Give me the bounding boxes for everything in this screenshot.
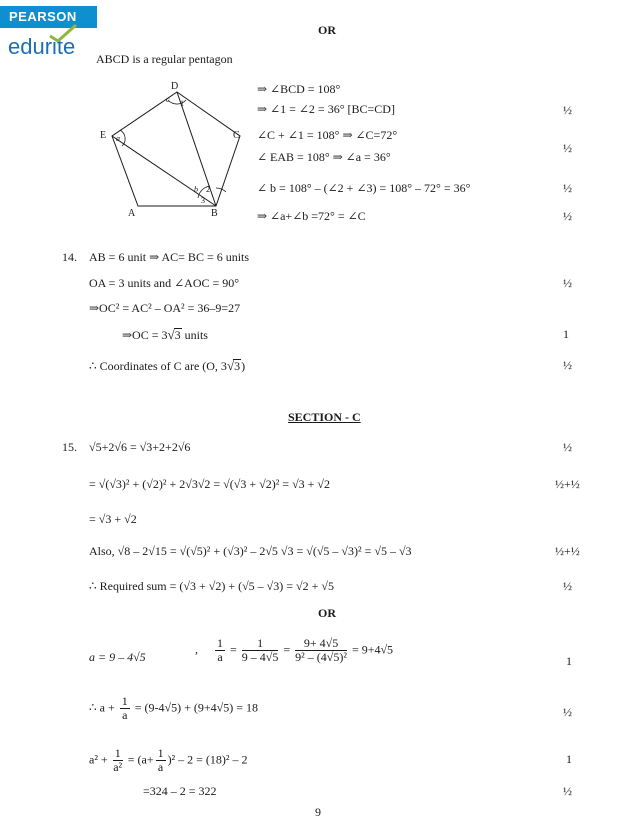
mark: ½+½ <box>555 544 580 558</box>
fraction: $\frac{1}{a}$ <box>217 636 223 664</box>
mark: ½ <box>563 440 572 454</box>
mark: ½ <box>563 181 572 195</box>
or2-reciprocal: , $\frac{1}{a}$ = $\frac{1}{9 - 4√5}$ = $\frac{9+ 4√5}{\text{9² – (4√5)²}}$ = 9+4√5 <box>195 636 394 664</box>
or2-final-line: =324 – 2 = 322 <box>143 784 217 798</box>
checkmark-icon <box>48 24 78 42</box>
pentagon-diagram <box>98 78 248 218</box>
or-heading-top: OR <box>318 23 336 37</box>
mark: ½ <box>563 141 572 155</box>
q14-coord-pre: ∴ Coordinates of C are (O, 3 <box>89 359 227 373</box>
fraction: $\frac{1}{9 - 4√5}$ <box>241 636 279 664</box>
pentagon-step: ∠ EAB = 108° ⇒ ∠a = 36° <box>257 150 391 164</box>
vertex-label: D <box>171 81 179 92</box>
mark: 1 <box>566 654 572 668</box>
angle-label: a <box>116 134 120 143</box>
vertex-label: E <box>100 130 107 141</box>
fraction: $\frac{1}{a}$ <box>121 694 128 722</box>
angle-label: 1 <box>180 99 184 108</box>
or2-a-def-text: a = 9 – 4√5 <box>89 650 146 664</box>
pentagon-step: ⇒ ∠a+∠b =72° = ∠C <box>257 209 366 223</box>
vertex-label: B <box>211 208 218 218</box>
vertex-label: A <box>128 208 136 218</box>
vertex-label: C <box>233 130 240 141</box>
or2-sq-pre: a² + <box>89 752 108 767</box>
mark: 1 <box>563 327 569 341</box>
q15-line: = √(√3)² + (√2)² + 2√3√2 = √(√3 + √2)² = √3 + √2 <box>89 477 331 491</box>
or2-sum-post: = (9-4√5) + (9+4√5) = 18 <box>134 700 258 715</box>
q14-line: AB = 6 unit ⇒ AC= BC = 6 units <box>89 250 250 264</box>
pentagon-step: ∠ b = 108° – (∠2 + ∠3) = 108° – 72° = 36° <box>257 181 471 195</box>
pentagon-step: ∠C + ∠1 = 108° ⇒ ∠C=72° <box>257 128 398 142</box>
angle-label: c <box>166 95 170 104</box>
q14-coord-rad: 3 <box>234 359 241 373</box>
q15-line: = √3 + √2 <box>89 512 137 526</box>
q14-line: ∴ Coordinates of C are (O, 3√3) <box>89 358 246 373</box>
mark: ½ <box>563 784 572 798</box>
q14-line: ⇒OC = 3√3 units <box>122 327 208 342</box>
edurite-logo <box>8 34 75 60</box>
q15-line: ∴ Required sum = (√3 + √2) + (√5 – √3) = √2 + √5 <box>89 579 334 593</box>
q15-line: Also, √8 – 2√15 = √(√5)² + (√3)² – 2√5 √3 = √(√5 – √3)² = √5 – √3 <box>89 544 412 558</box>
q15-line: √5+2√6 = √3+2+2√6 <box>89 440 191 454</box>
edurite-logo-text: edurite <box>8 34 76 59</box>
angle-label: b <box>194 185 198 194</box>
fraction: $\frac{1}{a}$ <box>157 746 164 774</box>
mark: ½+½ <box>555 477 580 491</box>
or-heading-bottom: OR <box>318 606 336 620</box>
or2-reciprocal-result: = 9+4√5 <box>351 642 394 657</box>
pearson-label: PEARSON <box>9 9 77 24</box>
or2-sum-line <box>89 695 258 722</box>
page-number: 9 <box>315 805 321 819</box>
mark: 1 <box>566 752 572 766</box>
question-number: 15. <box>62 440 77 454</box>
mark: ½ <box>563 276 572 290</box>
section-c-heading: SECTION - C <box>288 410 361 424</box>
mark: ½ <box>563 705 572 719</box>
or2-a-definition <box>89 650 146 665</box>
mark: ½ <box>563 579 572 593</box>
angle-label: 3 <box>201 196 205 205</box>
fraction: $\frac{1}{\text{a²}}$ <box>113 746 123 774</box>
or2-sq-post: )² – 2 = (18)² – 2 <box>167 752 248 767</box>
or2-sq-mid: = (a+ <box>127 752 154 767</box>
or2-sum-pre: ∴ a + <box>89 700 115 715</box>
pentagon-step: ⇒ ∠1 = ∠2 = 36° [BC=CD] <box>257 102 395 116</box>
q14-line: OA = 3 units and ∠AOC = 90° <box>89 276 240 290</box>
mark: ½ <box>563 103 572 117</box>
q14-oc-post: units <box>181 328 208 342</box>
mark: ½ <box>563 209 572 223</box>
q14-coord-post: ) <box>241 359 246 373</box>
pentagon-step: ⇒ ∠BCD = 108° <box>257 82 341 96</box>
pentagon-statement: ABCD is a regular pentagon <box>96 52 233 66</box>
angle-label: 2 <box>206 185 210 194</box>
q14-line: ⇒OC² = AC² – OA² = 36–9=27 <box>89 301 241 315</box>
q14-oc-rad: 3 <box>174 328 181 342</box>
mark: ½ <box>563 358 572 372</box>
or2-square-line <box>89 747 248 774</box>
question-number: 14. <box>62 250 77 264</box>
q14-oc-pre: ⇒OC = 3 <box>122 328 168 342</box>
fraction: $\frac{9+ 4√5}{\text{9² – (4√5)²}}$ <box>295 636 347 664</box>
